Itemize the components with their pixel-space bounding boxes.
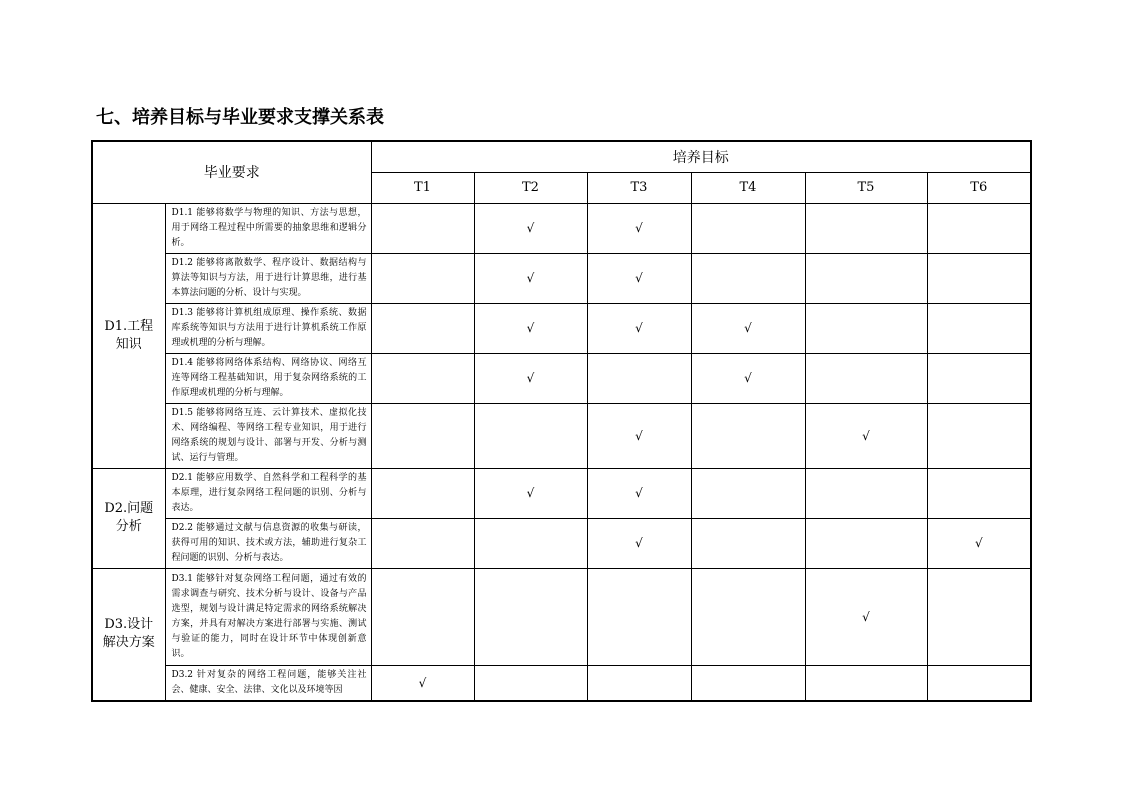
goal-header-t6: T6 [927, 172, 1031, 203]
support-cell-t4 [691, 468, 805, 518]
support-cell-t4 [691, 665, 805, 701]
support-cell-t6 [927, 468, 1031, 518]
requirement-group-name: 知识 [115, 336, 142, 352]
requirement-text: D1.4 能够将网络体系结构、网络协议、网络互连等网络工程基础知识，用于复杂网络系统的工作原理或机理的分析与理解。 [165, 353, 371, 403]
requirement-header: 毕业要求 [92, 141, 371, 203]
support-cell-t1 [371, 203, 474, 253]
check-mark: √ [635, 536, 643, 550]
requirement-group-cell [92, 468, 165, 568]
support-cell-t1 [371, 665, 474, 701]
check-mark: √ [635, 221, 643, 235]
support-cell-t5 [805, 518, 927, 568]
requirement-text: D1.2 能够将离散数学、程序设计、数据结构与算法等知识与方法，用于进行计算思维，进行基本算法问题的分析、设计与实现。 [165, 253, 371, 303]
support-cell-t6 [927, 203, 1031, 253]
support-cell-t5 [805, 253, 927, 303]
support-cell-t1 [371, 303, 474, 353]
requirement-row [92, 468, 1031, 518]
support-cell-t1 [371, 568, 474, 665]
support-cell-t3 [587, 468, 691, 518]
support-cell-t5 [805, 303, 927, 353]
check-mark: √ [635, 486, 643, 500]
goal-header-t2: T2 [474, 172, 587, 203]
requirement-group-name: D1.工程 [104, 318, 154, 334]
goals-header: 培养目标 [371, 141, 1031, 172]
support-cell-t4 [691, 568, 805, 665]
requirement-text: D2.1 能够应用数学、自然科学和工程科学的基本原理，进行复杂网络工程问题的识别、分析与表达。 [165, 468, 371, 518]
support-cell-t2 [474, 518, 587, 568]
goal-header-t3: T3 [587, 172, 691, 203]
goal-header-t1: T1 [371, 172, 474, 203]
support-cell-t3 [587, 665, 691, 701]
support-cell-t6 [927, 665, 1031, 701]
support-cell-t6 [927, 353, 1031, 403]
goal-header-t5: T5 [805, 172, 927, 203]
support-relationship-table [91, 140, 1032, 702]
support-cell-t2 [474, 665, 587, 701]
support-cell-t1 [371, 353, 474, 403]
support-cell-t5 [805, 665, 927, 701]
check-mark: √ [974, 536, 983, 550]
support-cell-t3 [587, 403, 691, 468]
requirement-group-cell [92, 568, 165, 701]
support-cell-t4 [691, 403, 805, 468]
support-cell-t5 [805, 468, 927, 518]
requirement-row [92, 203, 1031, 253]
requirement-row [92, 253, 1031, 303]
support-cell-t4 [691, 518, 805, 568]
support-cell-t4 [691, 303, 805, 353]
requirement-text: D1.5 能够将网络互连、云计算技术、虚拟化技术、网络编程、等网络工程专业知识，用于进行网络系统的规划与设计、部署与开发、分析与测试、运行与管理。 [165, 403, 371, 468]
check-mark: √ [526, 371, 535, 385]
requirement-row [92, 353, 1031, 403]
support-cell-t3 [587, 353, 691, 403]
support-cell-t6 [927, 518, 1031, 568]
check-mark: √ [744, 371, 752, 385]
support-cell-t3 [587, 203, 691, 253]
requirement-group-name: D2.问题 [104, 501, 154, 516]
check-mark: √ [744, 321, 752, 335]
support-cell-t5 [805, 403, 927, 468]
support-cell-t4 [691, 253, 805, 303]
header-row-top [92, 141, 1031, 172]
support-cell-t3 [587, 568, 691, 665]
requirement-text: D3.1 能够针对复杂网络工程问题，通过有效的需求调查与研究、技术分析与设计、设备与产品选型，规划与设计满足特定需求的网络系统解决方案，并具有对解决方案进行部署与实施、测试与验证的能力，同时在设计环节中体现创新意识。 [165, 568, 371, 665]
support-cell-t6 [927, 303, 1031, 353]
support-cell-t2 [474, 253, 587, 303]
check-mark: √ [526, 486, 535, 500]
requirement-row [92, 665, 1031, 701]
requirement-group-name: 分析 [115, 519, 142, 534]
support-cell-t3 [587, 303, 691, 353]
requirement-text: D1.3 能够将计算机组成原理、操作系统、数据库系统等知识与方法用于进行计算机系统工作原理或机理的分析与理解。 [165, 303, 371, 353]
support-cell-t2 [474, 403, 587, 468]
support-cell-t4 [691, 353, 805, 403]
support-cell-t1 [371, 403, 474, 468]
support-cell-t2 [474, 468, 587, 518]
page-title: 七、培养目标与毕业要求支撑关系表 [96, 107, 384, 128]
support-cell-t6 [927, 568, 1031, 665]
check-mark: √ [526, 221, 535, 235]
support-cell-t6 [927, 253, 1031, 303]
requirement-row [92, 403, 1031, 468]
support-cell-t3 [587, 253, 691, 303]
support-cell-t1 [371, 518, 474, 568]
requirement-row [92, 568, 1031, 665]
table-body [92, 203, 1031, 701]
requirement-group-name: 解决方案 [102, 635, 155, 650]
support-cell-t5 [805, 203, 927, 253]
support-cell-t1 [371, 468, 474, 518]
support-cell-t2 [474, 303, 587, 353]
support-cell-t5 [805, 353, 927, 403]
support-cell-t1 [371, 253, 474, 303]
requirement-row [92, 518, 1031, 568]
support-cell-t2 [474, 353, 587, 403]
check-mark: √ [418, 675, 427, 690]
requirement-text: D2.2 能够通过文献与信息资源的收集与研读，获得可用的知识、技术或方法，辅助进行复杂工程问题的识别、分析与表达。 [165, 518, 371, 568]
requirement-row [92, 303, 1031, 353]
check-mark: √ [635, 271, 643, 285]
support-cell-t6 [927, 403, 1031, 468]
check-mark: √ [635, 428, 643, 443]
requirement-text: D1.1 能够将数学与物理的知识、方法与思想，用于网络工程过程中所需要的抽象思维和逻辑分析。 [165, 203, 371, 253]
goal-header-t4: T4 [691, 172, 805, 203]
requirement-text: D3.2 针对复杂的网络工程问题，能够关注社会、健康、安全、法律、文化以及环境等因 [165, 665, 371, 701]
requirement-group-cell [92, 203, 165, 468]
support-cell-t2 [474, 568, 587, 665]
support-cell-t4 [691, 203, 805, 253]
check-mark: √ [526, 271, 535, 285]
support-cell-t2 [474, 203, 587, 253]
check-mark: √ [635, 321, 643, 335]
requirement-group-name: D3.设计 [104, 617, 154, 632]
check-mark: √ [862, 428, 870, 443]
support-cell-t5 [805, 568, 927, 665]
check-mark: √ [862, 609, 870, 624]
check-mark: √ [526, 321, 535, 335]
support-cell-t3 [587, 518, 691, 568]
